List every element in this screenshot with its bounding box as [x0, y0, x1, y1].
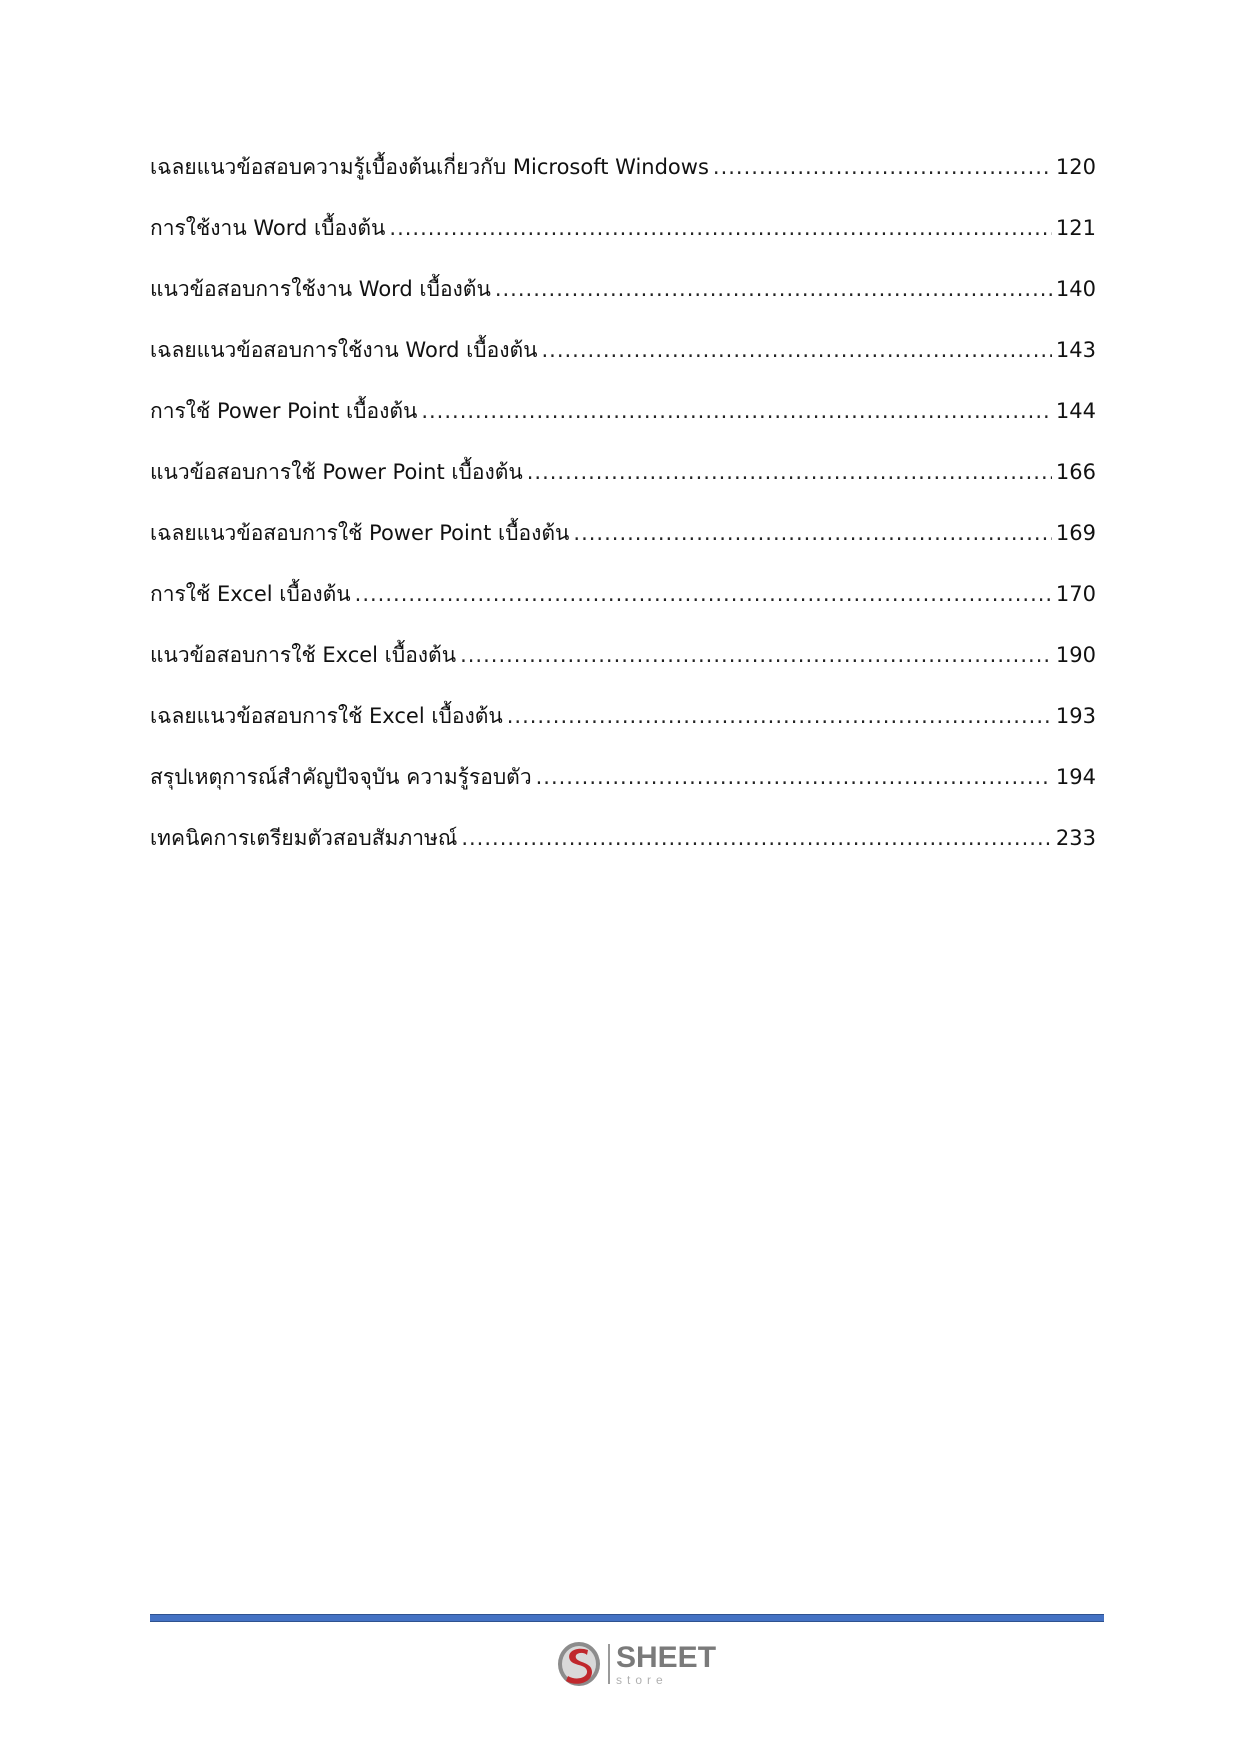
- toc-entry[interactable]: [150, 274, 1096, 335]
- toc-entry-title: เทคนิคการเตรียมตัวสอบสัมภาษณ์: [150, 826, 458, 850]
- toc-entry-page: 193: [1055, 704, 1096, 728]
- toc-dot-leader: [355, 579, 1052, 609]
- toc-entry-title: เฉลยแนวข้อสอบการใช้ Power Point เบื้องต้น: [150, 521, 570, 545]
- toc-dot-leader: [713, 152, 1052, 182]
- toc-entry[interactable]: [150, 213, 1096, 274]
- toc-dot-leader: [507, 701, 1052, 731]
- logo-sub-text: store: [616, 1672, 668, 1687]
- toc-dot-leader: [461, 823, 1052, 853]
- toc-entry[interactable]: [150, 579, 1096, 640]
- toc-entry[interactable]: [150, 701, 1096, 762]
- toc-entry-title: เฉลยแนวข้อสอบความรู้เบื้องต้นเกี่ยวกับ Microsoft Windows: [150, 155, 709, 179]
- toc-dot-leader: [536, 762, 1052, 792]
- toc-entry[interactable]: [150, 396, 1096, 457]
- toc-entry-page: 190: [1055, 643, 1096, 667]
- toc-entry-title: การใช้งาน Word เบื้องต้น: [150, 216, 386, 240]
- toc-dot-leader: [541, 335, 1051, 365]
- toc-entry[interactable]: [150, 762, 1096, 823]
- toc-entry-page: 169: [1055, 521, 1096, 545]
- toc-dot-leader: [460, 640, 1052, 670]
- logo-wordmark: [616, 1640, 717, 1687]
- toc-entry-page: 166: [1055, 460, 1096, 484]
- toc-entry-title: เฉลยแนวข้อสอบการใช้ Excel เบื้องต้น: [150, 704, 503, 728]
- toc-dot-leader: [389, 213, 1052, 243]
- toc-entry-title: สรุปเหตุการณ์สำคัญปัจจุบัน ความรู้รอบตัว: [150, 765, 532, 789]
- toc-entry-title: แนวข้อสอบการใช้ Power Point เบื้องต้น: [150, 460, 523, 484]
- toc-dot-leader: [573, 518, 1052, 548]
- toc-entry-page: 170: [1055, 582, 1096, 606]
- toc-dot-leader: [527, 457, 1052, 487]
- toc-entry-title: การใช้ Excel เบื้องต้น: [150, 582, 351, 606]
- toc-entry-page: 194: [1055, 765, 1096, 789]
- toc-entry[interactable]: [150, 823, 1096, 884]
- toc-entry-page: 120: [1055, 155, 1096, 179]
- toc-entry-title: แนวข้อสอบการใช้ Excel เบื้องต้น: [150, 643, 457, 667]
- logo-brand-text: SHEET: [616, 1640, 717, 1674]
- toc-entry[interactable]: [150, 640, 1096, 701]
- toc-entry-page: 233: [1055, 826, 1096, 850]
- toc-entry[interactable]: [150, 335, 1096, 396]
- toc-entry-page: 140: [1055, 277, 1096, 301]
- sheet-store-logo-icon: [554, 1638, 604, 1690]
- toc-entry-title: การใช้ Power Point เบื้องต้น: [150, 399, 418, 423]
- toc-dot-leader: [495, 274, 1052, 304]
- toc-entry-title: เฉลยแนวข้อสอบการใช้งาน Word เบื้องต้น: [150, 338, 538, 362]
- footer-logo: [554, 1636, 734, 1692]
- toc-entry-page: 143: [1055, 338, 1096, 362]
- toc-entry-page: 121: [1055, 216, 1096, 240]
- toc-entry[interactable]: [150, 457, 1096, 518]
- table-of-contents: [150, 152, 1096, 884]
- toc-entry-title: แนวข้อสอบการใช้งาน Word เบื้องต้น: [150, 277, 491, 301]
- footer-divider: [150, 1614, 1104, 1622]
- logo-divider: [608, 1644, 610, 1684]
- toc-entry[interactable]: [150, 518, 1096, 579]
- toc-entry-page: 144: [1055, 399, 1096, 423]
- toc-dot-leader: [421, 396, 1052, 426]
- toc-entry[interactable]: [150, 152, 1096, 213]
